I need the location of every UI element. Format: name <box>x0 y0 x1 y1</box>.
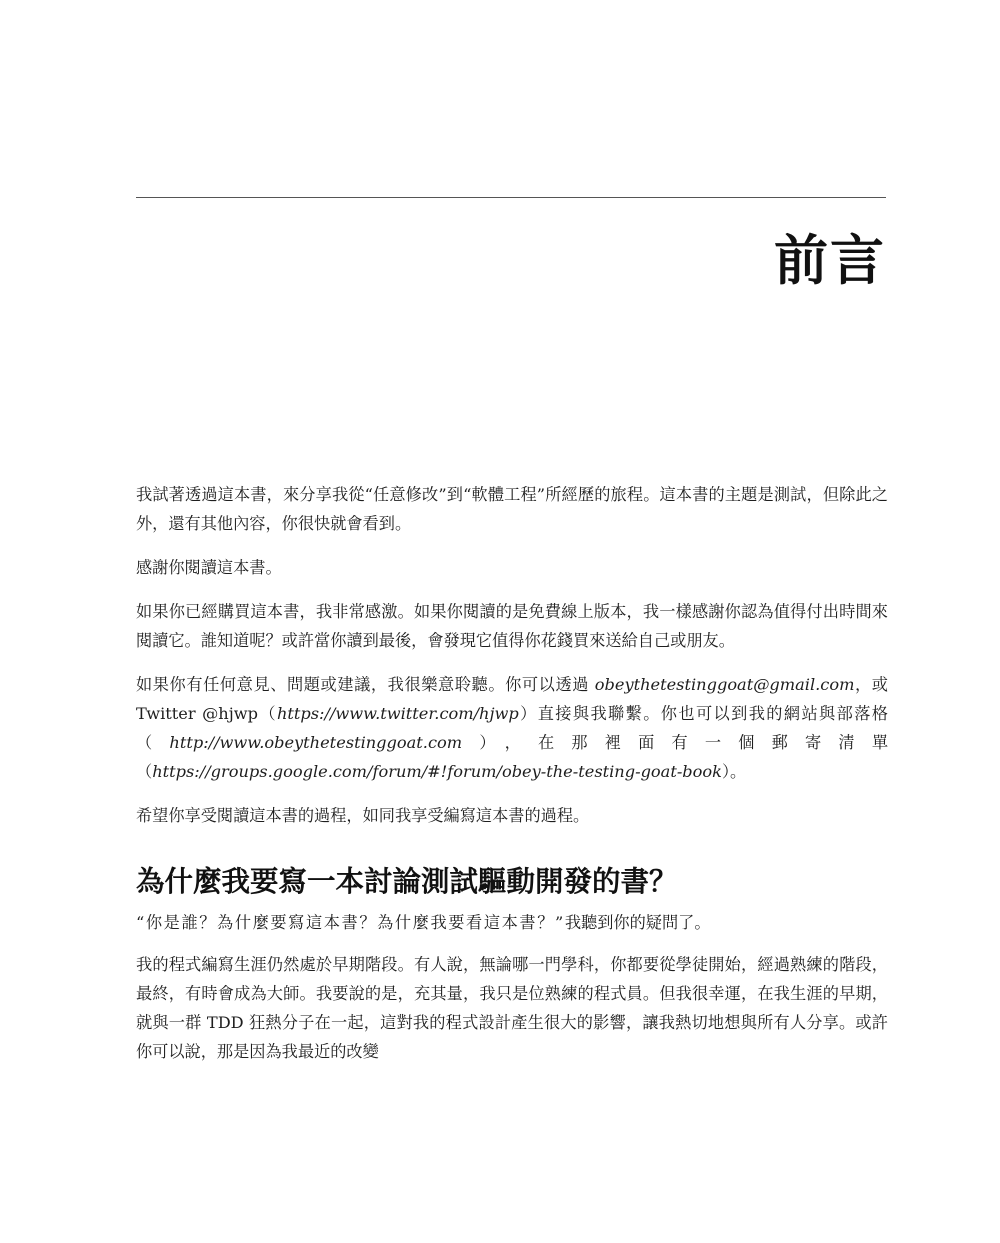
contact-text-1: 如果你有任何意見、問題或建議，我很樂意聆聽。你可以透過 <box>136 675 595 694</box>
contact-paragraph <box>136 670 888 786</box>
contact-text-2: ，或 Twitter @hjwp（ <box>136 675 888 723</box>
chapter-divider <box>136 197 886 198</box>
section-heading: 為什麼我要寫一本討論測試驅動開發的書？ <box>136 865 678 898</box>
mailing-list-link[interactable]: https://groups.google.com/forum/#!forum/obey-the-testing-goat-book <box>152 762 722 781</box>
body-text <box>136 480 888 1081</box>
career-paragraph: 我的程式編寫生涯仍然處於早期階段。有人說，無論哪一門學科，你都要從學徒開始，經過熟練的階段，最終，有時會成為大師。我要說的是，充其量，我只是位熟練的程式員。但我很幸運，在我生涯的早期，就與一群 TDD 狂熱分子在一起，這對我的程式設計產生很大的影響，讓我熱切地想與所有人分享。或許你可以說，那是因為我最近的改變 <box>136 955 888 1061</box>
enjoy-paragraph: 希望你享受閱讀這本書的過程，如同我享受編寫這本書的過程。 <box>136 806 590 825</box>
thanks-paragraph: 感謝你閱讀這本書。 <box>136 558 282 577</box>
email-link[interactable]: obeythetestinggoat@gmail.com <box>594 675 855 694</box>
chapter-title: 前言 <box>774 229 886 292</box>
quote-tail: 我聽到你的疑問了。 <box>564 913 711 932</box>
website-link[interactable]: http://www.obeythetestinggoat.com <box>169 733 463 752</box>
contact-text-3: ）直接與我聯繫。你也可以到我的網站與部落格（ <box>136 704 888 752</box>
contact-text-4: ），在那裡面有一個郵寄清單（ <box>136 733 889 781</box>
intro-paragraph: 我試著透過這本書，來分享我從“任意修改”到“軟體工程”所經歷的旅程。這本書的主題是測試，但除此之外，還有其他內容，你很快就會看到。 <box>136 485 888 533</box>
twitter-link[interactable]: https://www.twitter.com/hjwp <box>276 704 519 723</box>
quote-paragraph <box>136 908 888 937</box>
purchase-paragraph: 如果你已經購買這本書，我非常感激。如果你閱讀的是免費線上版本，我一樣感謝你認為值得付出時間來閱讀它。誰知道呢？或許當你讀到最後，會發現它值得你花錢買來送給自己或朋友。 <box>136 602 888 650</box>
quote-question: “你是誰？為什麼要寫這本書？為什麼我要看這本書？” <box>136 913 565 932</box>
contact-text-5: ）。 <box>721 762 747 781</box>
